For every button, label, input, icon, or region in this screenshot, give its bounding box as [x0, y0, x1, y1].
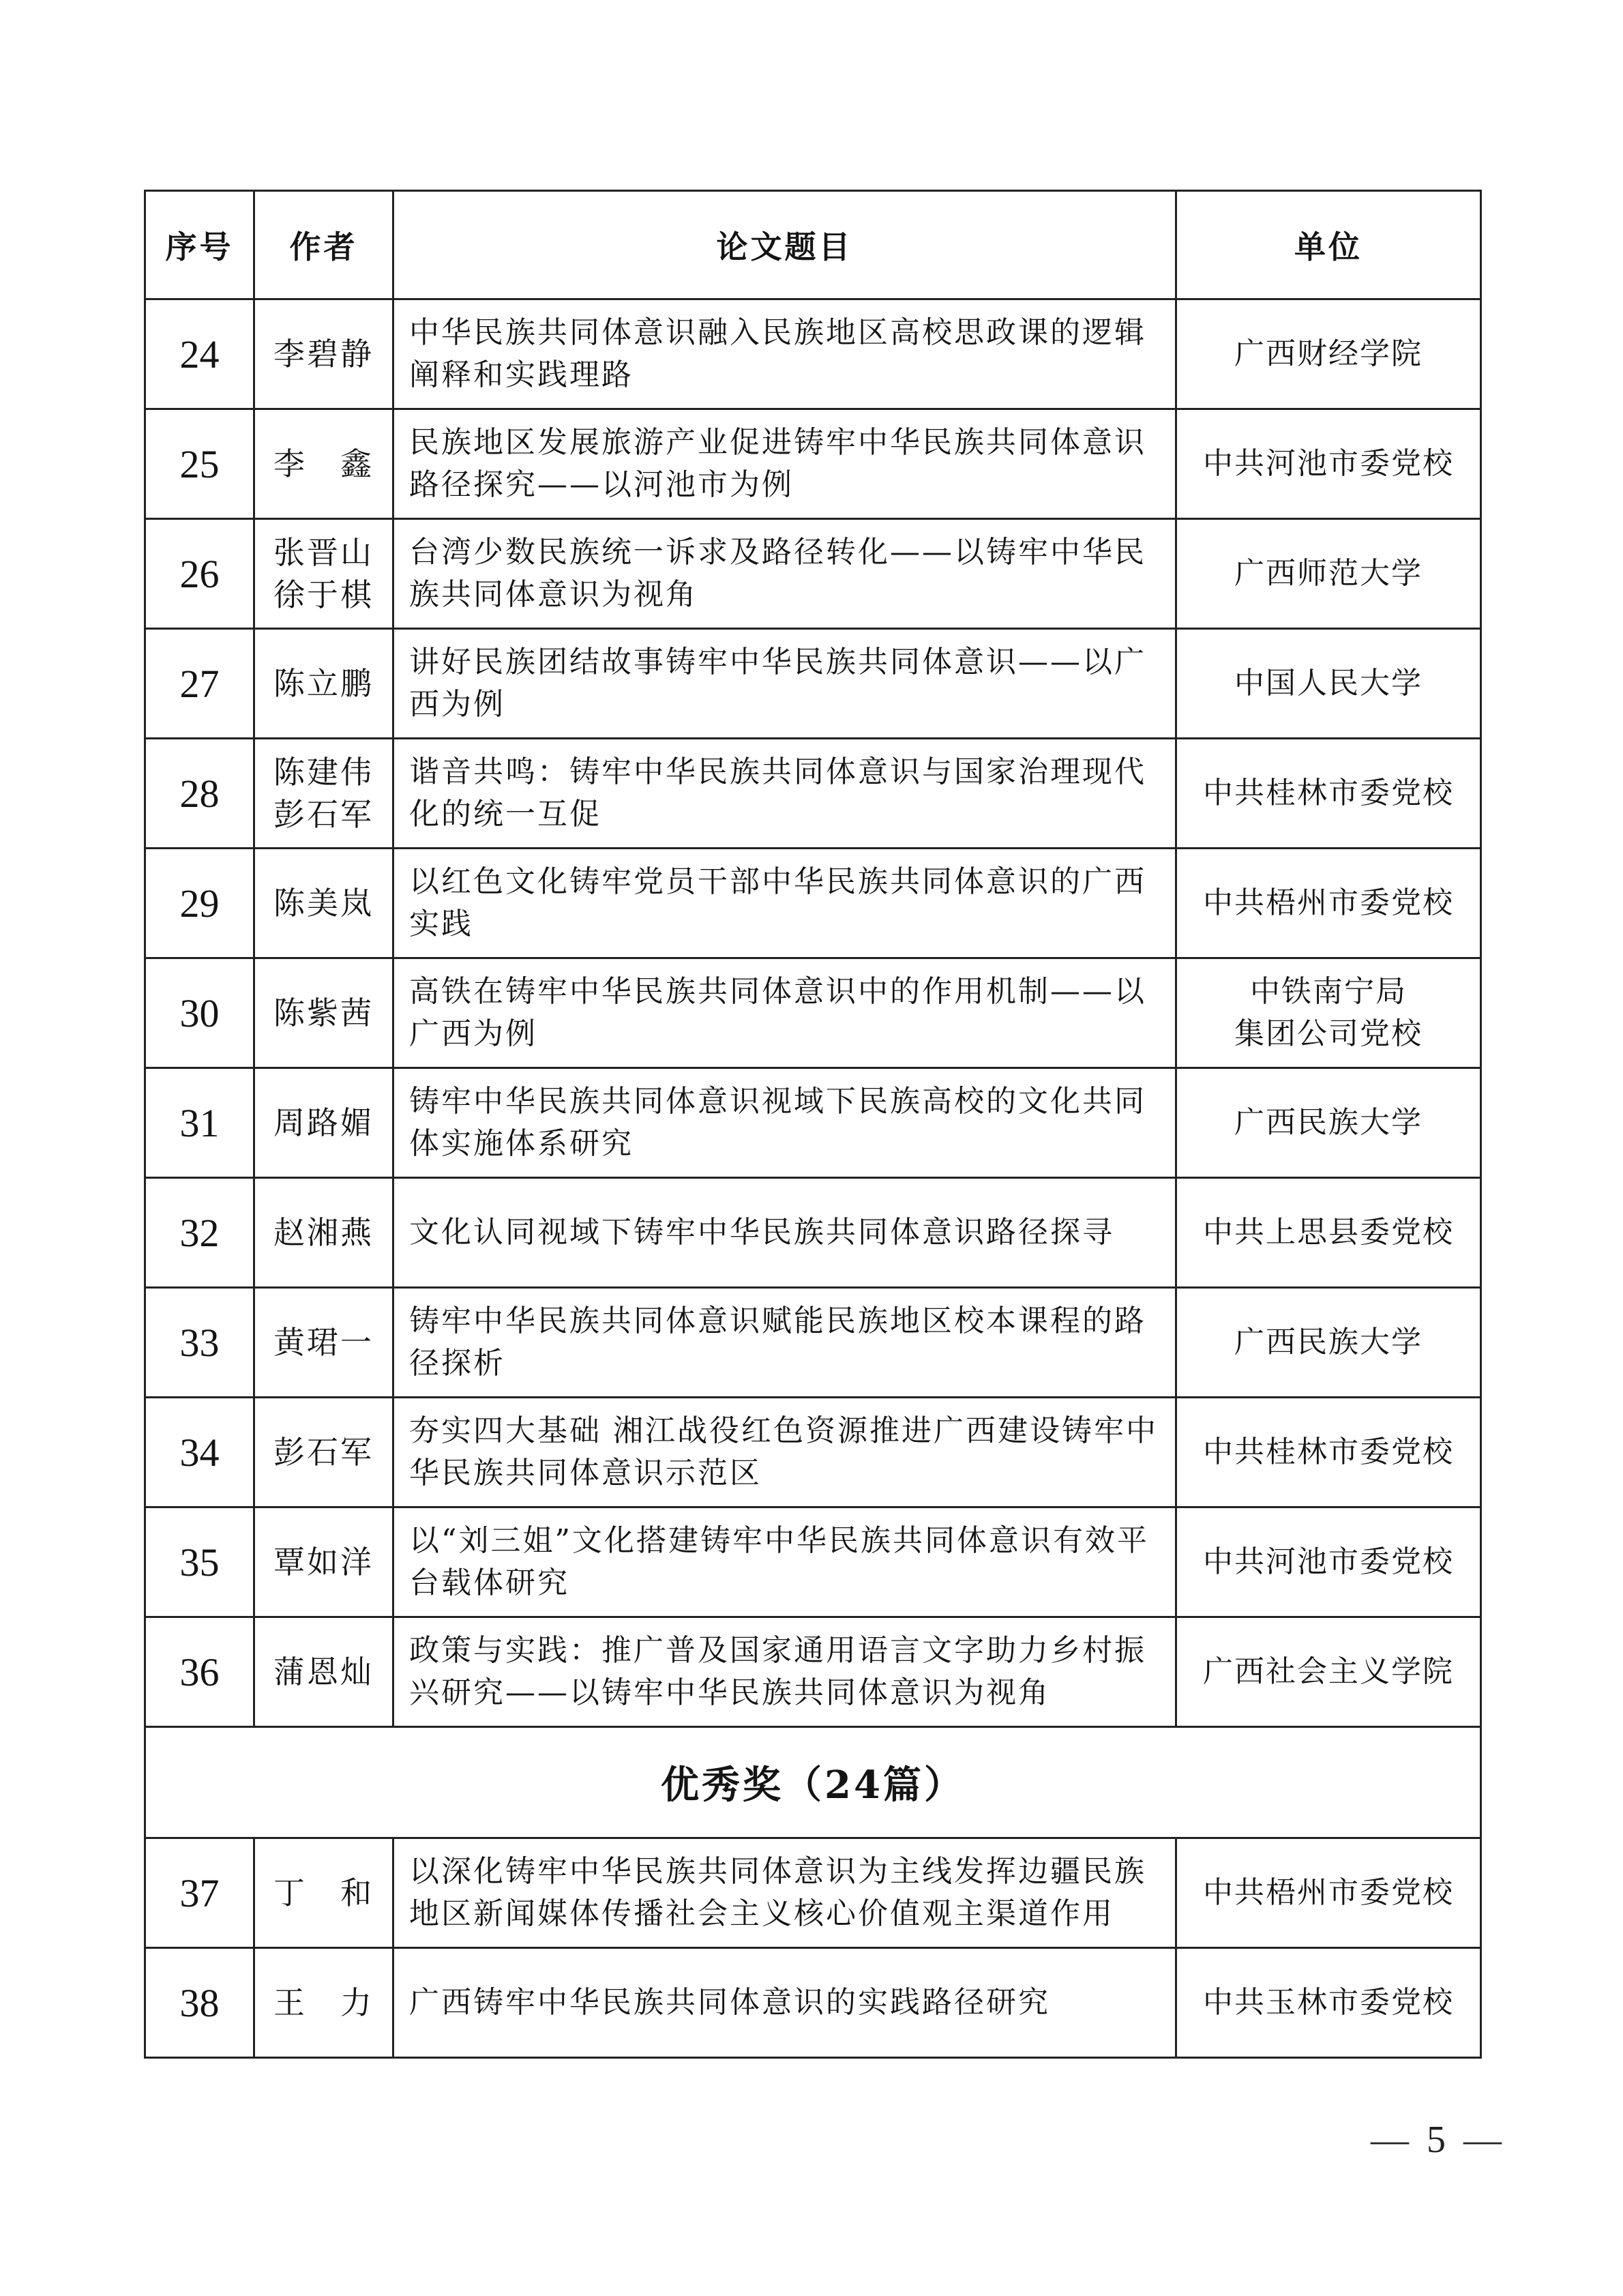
- row-unit: [1176, 1178, 1481, 1288]
- table-row: [145, 849, 1481, 958]
- row-unit: [1176, 958, 1481, 1068]
- table-row: [145, 739, 1481, 849]
- row-index: 35: [145, 1507, 254, 1617]
- header-title: 论文题目: [393, 191, 1176, 299]
- row-authors: [254, 1948, 393, 2058]
- row-paper-title: 政策与实践：推广普及国家通用语言文字助力乡村振兴研究——以铸牢中华民族共同体意识为视角: [393, 1617, 1176, 1727]
- table-body-excellence-prize: [145, 1838, 1481, 2058]
- row-unit: [1176, 1617, 1481, 1727]
- row-index: 28: [145, 739, 254, 849]
- row-unit: [1176, 299, 1481, 409]
- author-name: 王 力: [273, 1984, 374, 2021]
- unit-name: 中国人民大学: [1234, 666, 1423, 701]
- row-unit: [1176, 1948, 1481, 2058]
- row-authors: [254, 1617, 393, 1727]
- row-authors: [254, 1068, 393, 1178]
- table-row: [145, 1948, 1481, 2058]
- row-index: 31: [145, 1068, 254, 1178]
- row-authors: [254, 849, 393, 958]
- row-index: 30: [145, 958, 254, 1068]
- row-unit: [1176, 1398, 1481, 1507]
- row-unit: [1176, 519, 1481, 629]
- unit-name: 中铁南宁局: [1250, 974, 1407, 1009]
- row-authors: [254, 958, 393, 1068]
- table-row: [145, 629, 1481, 739]
- row-authors: [254, 1838, 393, 1948]
- row-paper-title: 台湾少数民族统一诉求及路径转化——以铸牢中华民族共同体意识为视角: [393, 519, 1176, 629]
- table-row: [145, 1617, 1481, 1727]
- author-name: 黄珺一: [273, 1324, 374, 1361]
- row-paper-title: 以红色文化铸牢党员干部中华民族共同体意识的广西实践: [393, 849, 1176, 958]
- page-number: — 5 —: [1371, 2119, 1506, 2161]
- author-name: 赵湘燕: [273, 1214, 374, 1251]
- author-name: 陈美岚: [273, 885, 374, 922]
- row-authors: [254, 1288, 393, 1398]
- row-paper-title: 夯实四大基础 湘江战役红色资源推进广西建设铸牢中华民族共同体意识示范区: [393, 1398, 1176, 1507]
- author-name: 徐于棋: [273, 576, 374, 613]
- unit-name: 广西民族大学: [1234, 1325, 1423, 1359]
- table-body-section: [145, 1727, 1481, 1838]
- author-name: 彭石军: [273, 796, 374, 833]
- author-name: 张晋山: [273, 534, 374, 571]
- table-row: [145, 1398, 1481, 1507]
- unit-name: 中共桂林市委党校: [1203, 1434, 1454, 1469]
- row-index: 24: [145, 299, 254, 409]
- row-paper-title: 谐音共鸣：铸牢中华民族共同体意识与国家治理现代化的统一互促: [393, 739, 1176, 849]
- row-index: 33: [145, 1288, 254, 1398]
- row-index: 34: [145, 1398, 254, 1507]
- row-paper-title: 以深化铸牢中华民族共同体意识为主线发挥边疆民族地区新闻媒体传播社会主义核心价值观主渠道作用: [393, 1838, 1176, 1948]
- row-authors: [254, 1398, 393, 1507]
- table-row: [145, 1178, 1481, 1288]
- row-index: 26: [145, 519, 254, 629]
- unit-name: 中共上思县委党校: [1203, 1215, 1454, 1250]
- header-unit: 单位: [1176, 191, 1481, 299]
- unit-name: 广西师范大学: [1234, 556, 1423, 591]
- row-paper-title: 文化认同视域下铸牢中华民族共同体意识路径探寻: [393, 1178, 1176, 1288]
- table-row: [145, 299, 1481, 409]
- author-name: 周路媚: [273, 1104, 374, 1141]
- row-unit: [1176, 1507, 1481, 1617]
- header-author: 作者: [254, 191, 393, 299]
- row-paper-title: 以“刘三姐”文化搭建铸牢中华民族共同体意识有效平台载体研究: [393, 1507, 1176, 1617]
- row-index: 37: [145, 1838, 254, 1948]
- table-row: [145, 958, 1481, 1068]
- unit-name: 中共梧州市委党校: [1203, 885, 1454, 920]
- row-authors: [254, 519, 393, 629]
- row-unit: [1176, 849, 1481, 958]
- author-name: 陈建伟: [273, 754, 374, 791]
- unit-name: 中共玉林市委党校: [1203, 1985, 1454, 2020]
- row-paper-title: 中华民族共同体意识融入民族地区高校思政课的逻辑阐释和实践理路: [393, 299, 1176, 409]
- row-authors: [254, 1178, 393, 1288]
- author-name: 覃如洋: [273, 1544, 374, 1580]
- row-unit: [1176, 1068, 1481, 1178]
- row-index: 29: [145, 849, 254, 958]
- table-row: [145, 1068, 1481, 1178]
- row-authors: [254, 1507, 393, 1617]
- author-name: 李 鑫: [273, 445, 374, 482]
- row-unit: [1176, 409, 1481, 519]
- table-row: [145, 519, 1481, 629]
- header-index: 序号: [145, 191, 254, 299]
- awards-table: [144, 190, 1482, 2059]
- row-index: 36: [145, 1617, 254, 1727]
- row-paper-title: 铸牢中华民族共同体意识视域下民族高校的文化共同体实施体系研究: [393, 1068, 1176, 1178]
- row-index: 38: [145, 1948, 254, 2058]
- author-name: 彭石军: [273, 1434, 374, 1471]
- row-authors: [254, 409, 393, 519]
- author-name: 蒲恩灿: [273, 1653, 374, 1690]
- row-paper-title: 民族地区发展旅游产业促进铸牢中华民族共同体意识路径探究——以河池市为例: [393, 409, 1176, 519]
- row-unit: [1176, 629, 1481, 739]
- author-name: 陈立鹏: [273, 665, 374, 702]
- unit-name: 集团公司党校: [1234, 1016, 1423, 1051]
- row-unit: [1176, 1288, 1481, 1398]
- row-index: 27: [145, 629, 254, 739]
- table-row: [145, 1288, 1481, 1398]
- row-index: 32: [145, 1178, 254, 1288]
- unit-name: 广西财经学院: [1234, 336, 1423, 371]
- unit-name: 中共梧州市委党校: [1203, 1875, 1454, 1910]
- table-row: [145, 1838, 1481, 1948]
- row-paper-title: 广西铸牢中华民族共同体意识的实践路径研究: [393, 1948, 1176, 2058]
- section-title: 优秀奖（24篇）: [145, 1727, 1481, 1838]
- table-row: [145, 409, 1481, 519]
- author-name: 丁 和: [273, 1874, 374, 1911]
- row-index: 25: [145, 409, 254, 519]
- table-header-row: [145, 191, 1481, 299]
- author-name: 李碧静: [273, 336, 374, 372]
- row-authors: [254, 739, 393, 849]
- section-row: [145, 1727, 1481, 1838]
- row-paper-title: 铸牢中华民族共同体意识赋能民族地区校本课程的路径探析: [393, 1288, 1176, 1398]
- table-body-first-prize: [145, 299, 1481, 1727]
- row-authors: [254, 629, 393, 739]
- table-row: [145, 1507, 1481, 1617]
- author-name: 陈紫茜: [273, 995, 374, 1031]
- row-unit: [1176, 739, 1481, 849]
- unit-name: 广西民族大学: [1234, 1105, 1423, 1140]
- row-authors: [254, 299, 393, 409]
- row-unit: [1176, 1838, 1481, 1948]
- row-paper-title: 高铁在铸牢中华民族共同体意识中的作用机制——以广西为例: [393, 958, 1176, 1068]
- unit-name: 广西社会主义学院: [1203, 1654, 1454, 1689]
- unit-name: 中共河池市委党校: [1203, 446, 1454, 481]
- unit-name: 中共桂林市委党校: [1203, 776, 1454, 810]
- row-paper-title: 讲好民族团结故事铸牢中华民族共同体意识——以广西为例: [393, 629, 1176, 739]
- unit-name: 中共河池市委党校: [1203, 1544, 1454, 1579]
